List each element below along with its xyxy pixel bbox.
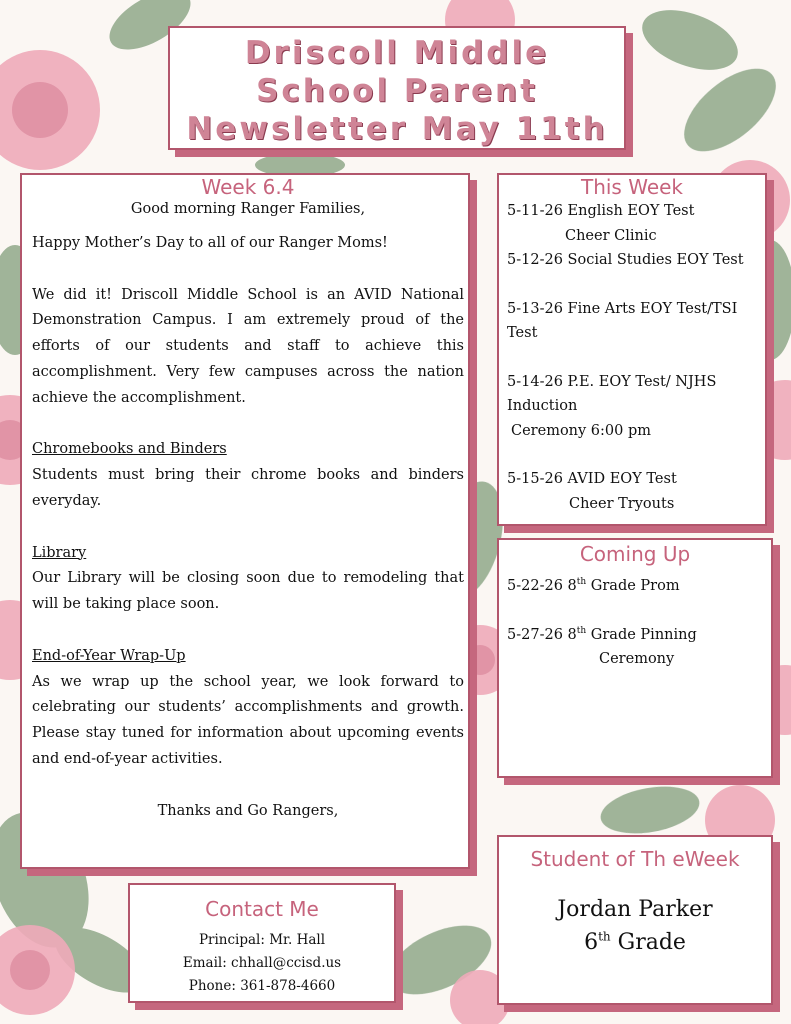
- event-item: 5-11-26 English EOY Test: [507, 203, 695, 219]
- title-line-1: Driscoll Middle: [244, 35, 550, 71]
- title-line-2: School Parent: [256, 73, 538, 109]
- eoy-heading: End-of-Year Wrap-Up: [32, 647, 186, 664]
- eoy-text: As we wrap up the school year, we look forward to celebrating our students’ accomplishments and growth. Please stay tuned for information about upcoming events and end-of-year activities.: [32, 673, 464, 767]
- event-item: Ceremony 6:00 pm: [511, 422, 652, 439]
- chromebooks-text: Students must bring their chrome books and binders everyday.: [32, 467, 464, 509]
- contact-phone[interactable]: Phone: 361-878-4660: [188, 978, 336, 994]
- greeting: Good morning Ranger Families,: [130, 201, 366, 217]
- student-of-week-heading: Student of Th eWeek: [530, 847, 740, 871]
- library-text: Our Library will be closing soon due to remodeling that will be taking place soon.: [32, 570, 464, 613]
- newsletter-title-box: [168, 26, 626, 150]
- event-item: Cheer Clinic: [565, 227, 657, 244]
- event-item: 5-14-26 P.E. EOY Test/ NJHS Induction: [507, 373, 717, 414]
- principal-name: Principal: Mr. Hall: [198, 932, 326, 948]
- event-item: 5-27-26 8th Grade Pinning: [507, 625, 697, 643]
- event-item: Cheer Tryouts: [569, 495, 675, 512]
- contact-box: [128, 883, 396, 1003]
- contact-email[interactable]: Email: chhall@ccisd.us: [182, 955, 342, 971]
- chromebooks-heading: Chromebooks and Binders: [32, 441, 227, 458]
- avid-announcement: We did it! Driscoll Middle School is an AVID National Demonstration Campus. I am extremely proud of the efforts of our students and staff to achieve this accomplishment. Very few campuses across the nation achieve the accomplishment.: [32, 286, 464, 406]
- mothers-day-message: Happy Mother’s Day to all of our Ranger Moms!: [32, 235, 388, 251]
- coming-up-heading: Coming Up: [579, 542, 691, 566]
- contact-heading: Contact Me: [205, 897, 319, 921]
- this-week-heading: This Week: [580, 175, 684, 199]
- student-name: Jordan Parker: [557, 897, 713, 922]
- student-of-week-box: [497, 835, 773, 1005]
- signoff: Thanks and Go Rangers,: [157, 802, 339, 819]
- event-item: 5-13-26 Fine Arts EOY Test/TSI Test: [507, 300, 738, 341]
- principal-letter-box: [20, 173, 470, 869]
- coming-up-box: [497, 538, 773, 778]
- week-heading: Week 6.4: [201, 175, 295, 199]
- event-item: 5-12-26 Social Studies EOY Test: [507, 252, 744, 268]
- title-line-3: Newsletter May 11th: [186, 111, 608, 147]
- this-week-box: [497, 173, 767, 526]
- library-heading: Library: [32, 544, 87, 561]
- event-item: Ceremony: [599, 651, 675, 667]
- event-item: 5-22-26 8th Grade Prom: [507, 577, 680, 594]
- student-grade: 6th Grade: [584, 929, 686, 955]
- event-item: 5-15-26 AVID EOY Test: [507, 471, 677, 487]
